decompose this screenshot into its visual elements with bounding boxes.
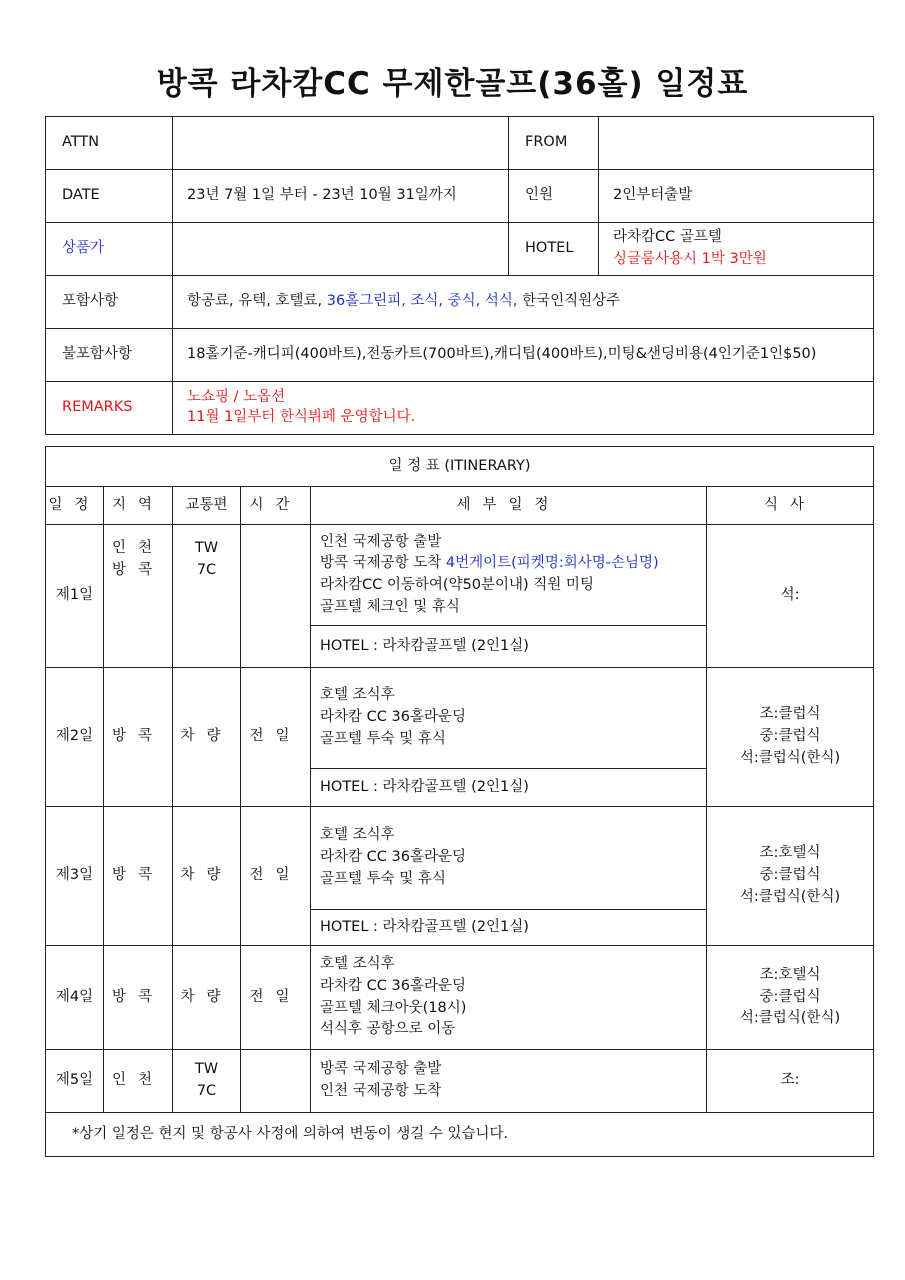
people-label: 인원 <box>509 170 599 223</box>
info-table <box>45 116 874 435</box>
people-value: 2인부터출발 <box>599 170 874 223</box>
meal-line: 석:클럽식(한식) <box>739 749 841 766</box>
remarks-line-1: 노쇼핑 / 노옵션 <box>187 389 286 406</box>
day-detail <box>311 946 707 1050</box>
date-row <box>46 170 874 223</box>
detail-line: 방콕 국제공항 출발 <box>320 1061 442 1078</box>
day-label: 제4일 <box>46 946 104 1050</box>
transport-line-2: 7C <box>196 1083 217 1099</box>
date-value: 23년 7월 1일 부터 - 23년 10월 31일까지 <box>173 170 509 223</box>
meal-line: 조: <box>780 1072 800 1089</box>
day-label: 제1일 <box>46 525 104 668</box>
day-meal <box>707 525 874 668</box>
included-text-2: 한국인직원상주 <box>517 293 621 310</box>
day-detail <box>311 525 707 626</box>
col-time: 시간 <box>241 487 311 525</box>
detail-line: 인천 국제공항 도착 <box>320 1083 442 1099</box>
date-label: DATE <box>46 170 173 223</box>
detail-line: 라차캄 CC 36홀라운딩 <box>320 849 466 866</box>
itinerary-day-4 <box>46 946 874 1050</box>
region-line-2: 방콕 <box>111 561 164 578</box>
day-label: 제3일 <box>46 807 104 946</box>
transport-line-1: TW <box>194 1061 219 1078</box>
day-hotel: HOTEL : 라차캄골프텔 (2인1실) <box>311 910 707 946</box>
itinerary-day-5 <box>46 1050 874 1113</box>
meal-line: 석: <box>780 587 800 604</box>
day-hotel: HOTEL : 라차캄골프텔 (2인1실) <box>311 769 707 807</box>
itinerary-table <box>45 446 874 1157</box>
col-meal: 식사 <box>707 487 874 525</box>
itinerary-heading-row <box>46 447 874 487</box>
included-row <box>46 276 874 329</box>
day-detail <box>311 1050 707 1113</box>
page-title: 방콕 라차캄CC 무제한골프(36홀) 일정표 <box>156 66 749 102</box>
meal-line: 중:클럽식 <box>759 988 821 1005</box>
day-detail <box>311 807 707 910</box>
remarks-value <box>173 382 874 435</box>
price-label: 상품가 <box>46 223 173 276</box>
day-time: 전일 <box>241 946 311 1050</box>
day-label: 제5일 <box>46 1050 104 1113</box>
remarks-label: REMARKS <box>46 382 173 435</box>
detail-text: 방콕 국제공항 도착 <box>320 555 446 572</box>
col-region: 지역 <box>104 487 173 525</box>
detail-line: 라차캄CC 이동하여(약50분이내) 직원 미팅 <box>320 577 594 593</box>
day-transport <box>173 525 241 668</box>
day-region: 인천 <box>104 1050 173 1113</box>
detail-line: 인천 국제공항 출발 <box>320 533 442 550</box>
meal-line: 중:클럽식 <box>759 728 821 745</box>
footnote: *상기 일정은 현지 및 항공사 사정에 의하여 변동이 생길 수 있습니다. <box>46 1113 874 1157</box>
meal-line: 조:클럽식 <box>759 706 821 723</box>
day-region: 방콕 <box>104 668 173 807</box>
from-value <box>599 117 874 170</box>
day-region <box>104 525 173 668</box>
detail-line: 호텔 조식후 <box>320 687 395 704</box>
col-day: 일정 <box>46 487 104 525</box>
excluded-value: 18홀기준-캐디피(400바트),전동카트(700바트),캐디팁(400바트),미팅&샌딩비용(4인기준1인$50) <box>173 329 874 382</box>
day-hotel: HOTEL : 라차캄골프텔 (2인1실) <box>311 626 707 668</box>
detail-line: 라차캄 CC 36홀라운딩 <box>320 709 466 726</box>
col-transport: 교통편 <box>173 487 241 525</box>
day-time <box>241 525 311 668</box>
day-transport: 차량 <box>173 668 241 807</box>
included-value <box>173 276 874 329</box>
meal-line: 조:호텔식 <box>759 966 821 983</box>
included-highlight: 36홀그린피, 조식, 중식, 석식, <box>326 293 518 310</box>
attn-value <box>173 117 509 170</box>
day-time <box>241 1050 311 1113</box>
remarks-row <box>46 382 874 435</box>
day-time: 전일 <box>241 668 311 807</box>
detail-line: 석식후 공항으로 이동 <box>320 1021 456 1038</box>
included-label: 포함사항 <box>46 276 173 329</box>
attn-label: ATTN <box>46 117 173 170</box>
excluded-row <box>46 329 874 382</box>
col-detail: 세부일정 <box>311 487 707 525</box>
region-line-1: 인천 <box>111 540 164 556</box>
from-label: FROM <box>509 117 599 170</box>
detail-line: 골프텔 투숙 및 휴식 <box>320 870 446 887</box>
itinerary-day-2 <box>46 668 874 769</box>
footnote-row <box>46 1113 874 1157</box>
day-transport <box>173 1050 241 1113</box>
detail-line: 골프텔 체크인 및 휴식 <box>320 598 460 615</box>
detail-line <box>320 553 706 575</box>
meal-line: 석:클럽식(한식) <box>739 1010 841 1027</box>
price-row <box>46 223 874 276</box>
detail-line: 호텔 조식후 <box>320 956 395 972</box>
itinerary-heading: 일 정 표 (ITINERARY) <box>46 447 874 487</box>
day-time: 전일 <box>241 807 311 946</box>
detail-line: 골프텔 투숙 및 휴식 <box>320 730 446 747</box>
remarks-line-2: 11월 1일부터 한식뷔페 운영합니다. <box>187 409 416 425</box>
price-value <box>173 223 509 276</box>
itinerary-day-1 <box>46 525 874 626</box>
detail-line: 라차캄 CC 36홀라운딩 <box>320 977 466 994</box>
day-meal <box>707 946 874 1050</box>
day-meal <box>707 1050 874 1113</box>
hotel-name: 라차캄CC 골프텔 <box>613 229 722 246</box>
included-text: 항공료, 유텍, 호텔료, <box>187 293 327 310</box>
day-region: 방콕 <box>104 807 173 946</box>
day-meal <box>707 807 874 946</box>
day-transport: 차량 <box>173 807 241 946</box>
transport-line-2: 7C <box>196 561 217 578</box>
day-region: 방콕 <box>104 946 173 1050</box>
meal-line: 중:클럽식 <box>759 867 821 884</box>
detail-line: 호텔 조식후 <box>320 827 395 844</box>
hotel-single-room-note: 싱글룸사용시 1박 3만원 <box>613 251 767 267</box>
itinerary-column-header <box>46 487 874 525</box>
excluded-label: 불포함사항 <box>46 329 173 382</box>
transport-line-1: TW <box>194 540 219 556</box>
meal-line: 조:호텔식 <box>759 845 821 862</box>
day-transport: 차량 <box>173 946 241 1050</box>
day-meal <box>707 668 874 807</box>
attn-row <box>46 117 874 170</box>
detail-line: 골프텔 체크아웃(18시) <box>320 999 467 1016</box>
meeting-gate-note: 4번게이트(피켓명:회사명-손님명) <box>445 555 659 572</box>
day-detail <box>311 668 707 769</box>
meal-line: 석:클럽식(한식) <box>739 888 841 905</box>
hotel-value <box>599 223 874 276</box>
hotel-label: HOTEL <box>509 223 599 276</box>
itinerary-day-3 <box>46 807 874 910</box>
day-label: 제2일 <box>46 668 104 807</box>
